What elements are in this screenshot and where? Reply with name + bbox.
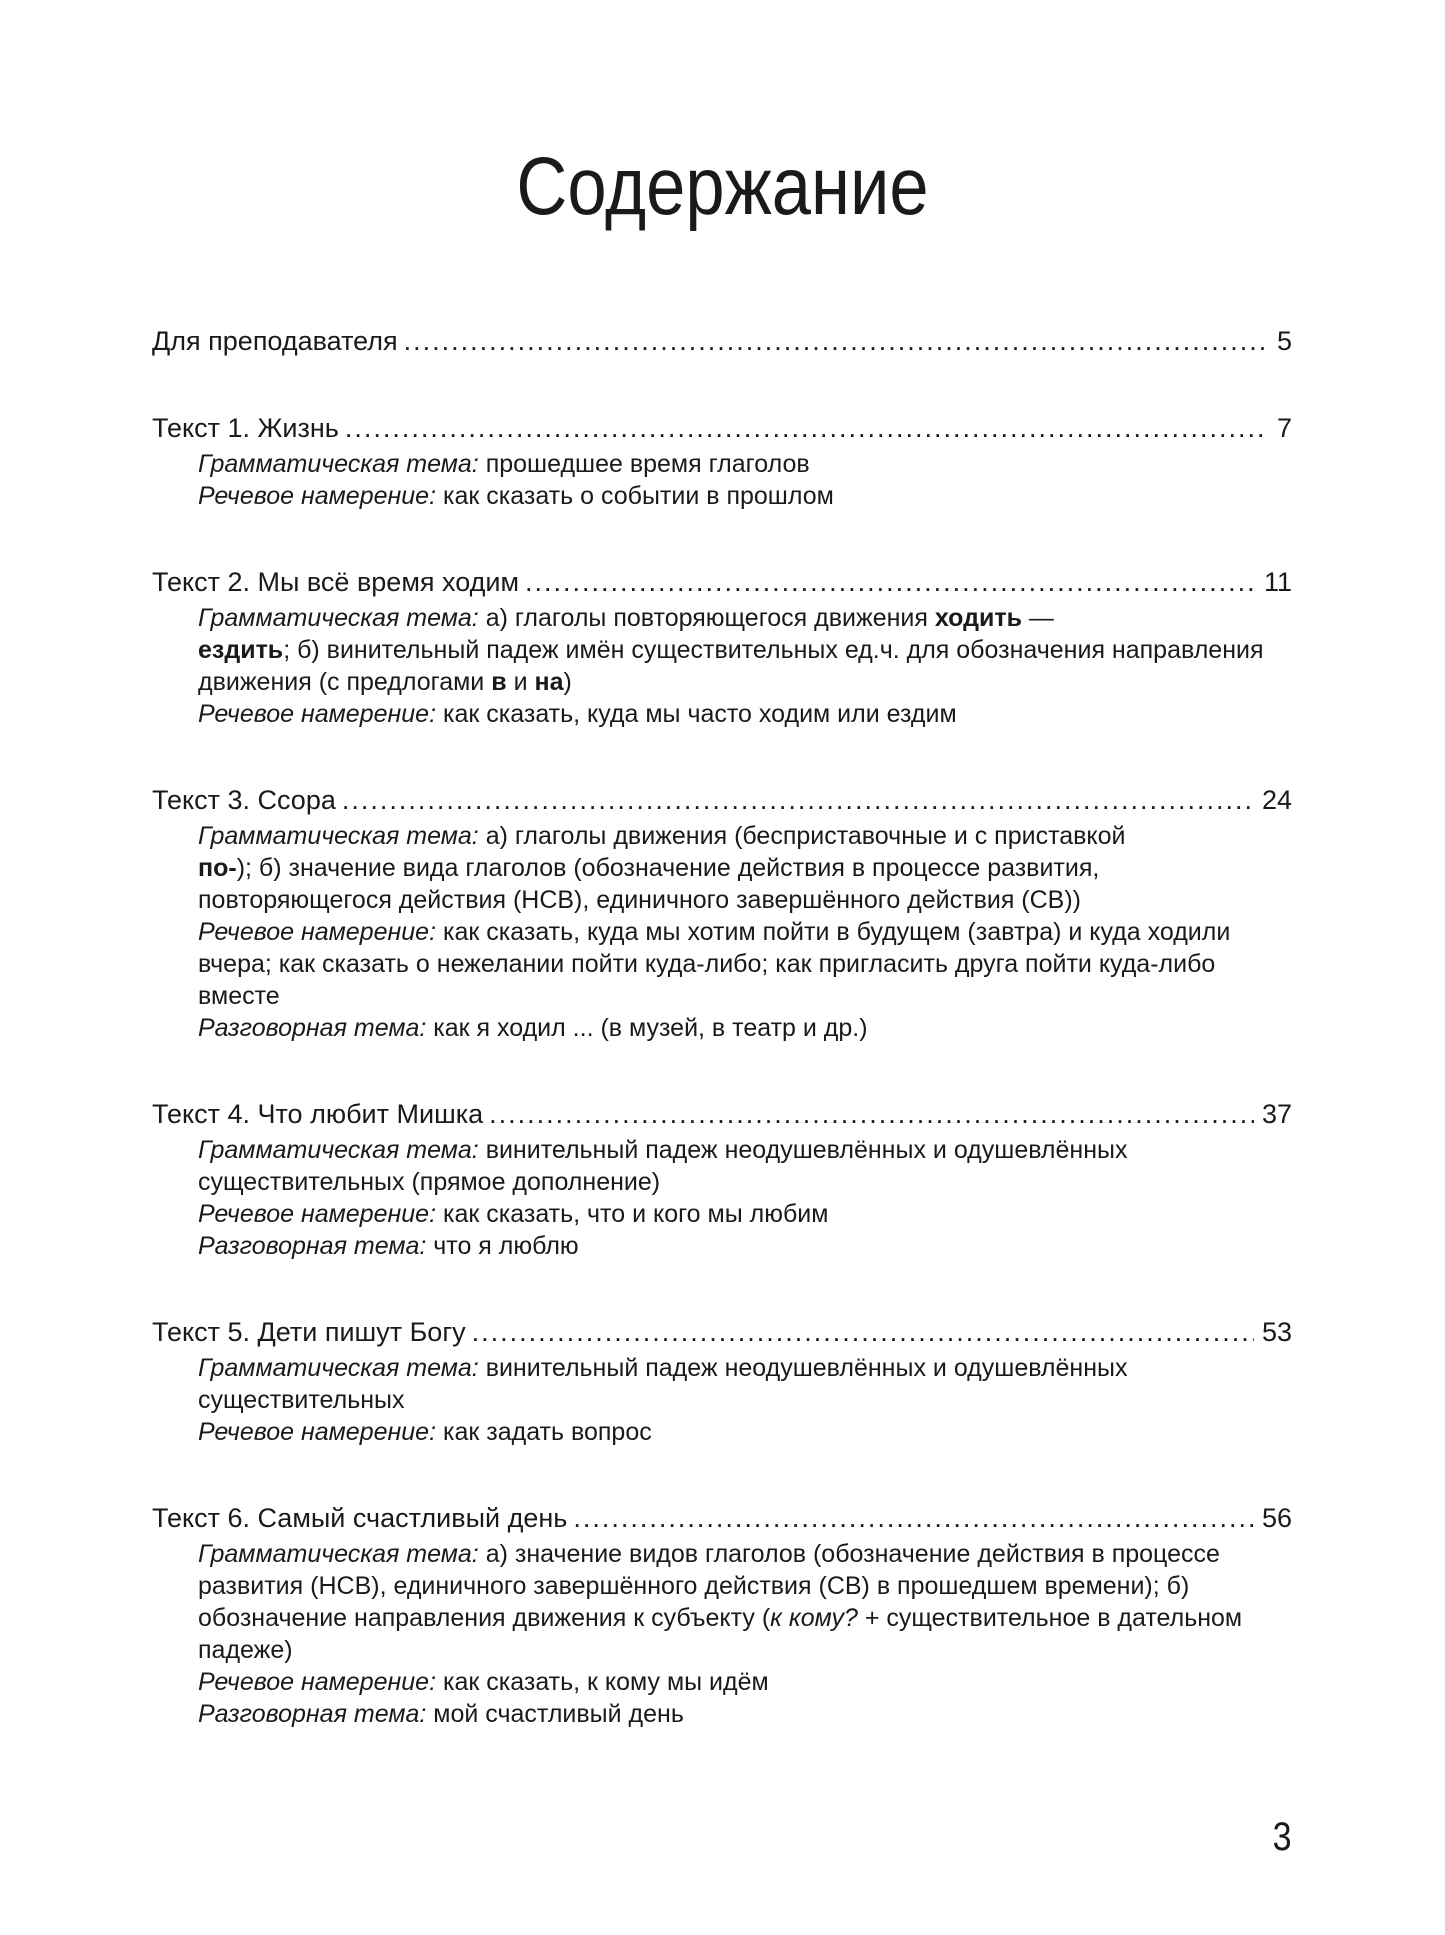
speech-text: как сказать о событии в прошлом bbox=[442, 482, 834, 510]
grammar-topic bbox=[198, 1352, 1292, 1416]
grammar-topic bbox=[198, 448, 1292, 480]
toc-entry-description bbox=[198, 820, 1292, 1044]
toc-entry-page: 24 bbox=[1261, 785, 1292, 815]
toc-entry-title: Текст 6. Самый счастливый день bbox=[152, 1503, 568, 1533]
dot-leader bbox=[489, 1098, 1254, 1131]
grammar-label: Грамматическая тема: bbox=[198, 822, 479, 850]
dot-leader bbox=[342, 784, 1254, 817]
speech-text: как задать вопрос bbox=[442, 1418, 652, 1446]
speech-label: Речевое намерение: bbox=[198, 482, 437, 510]
toc-entry-title: Текст 3. Ссора bbox=[152, 785, 336, 815]
dot-leader bbox=[472, 1316, 1254, 1349]
dot-leader bbox=[345, 412, 1264, 445]
speech-label: Речевое намерение: bbox=[198, 1200, 437, 1228]
toc-entry-text1 bbox=[152, 412, 1292, 512]
speech-intent bbox=[198, 698, 1292, 730]
speech-label: Речевое намерение: bbox=[198, 1668, 437, 1696]
toc-entry-page: 53 bbox=[1261, 1317, 1292, 1347]
grammar-text: а) глаголы повторяющегося движения bbox=[485, 604, 928, 632]
page-number: 3 bbox=[1272, 1815, 1292, 1859]
toc-entry-line[interactable] bbox=[152, 412, 1292, 445]
speech-text: как сказать, куда мы хотим пойти в будущем (завтра) и куда ходили вчера; как сказать о нежелании пойти куда-либо; как пригласить друга пойти куда-либо вместе bbox=[198, 918, 1231, 1010]
speech-label: Речевое намерение: bbox=[198, 700, 437, 728]
talk-text: как я ходил ... (в музей, в театр и др.) bbox=[433, 1014, 868, 1042]
toc-entry-intro bbox=[152, 325, 1292, 358]
talk-topic bbox=[198, 1230, 1292, 1262]
toc-entry-text3 bbox=[152, 784, 1292, 1044]
toc-entry-line[interactable] bbox=[152, 1502, 1292, 1535]
toc-entry-page: 37 bbox=[1261, 1099, 1292, 1129]
grammar-keyword: ездить bbox=[198, 636, 284, 664]
speech-intent bbox=[198, 1198, 1292, 1230]
talk-label: Разговорная тема: bbox=[198, 1700, 427, 1728]
dot-leader bbox=[573, 1502, 1254, 1535]
speech-label: Речевое намерение: bbox=[198, 918, 437, 946]
grammar-question: к кому? bbox=[770, 1604, 858, 1632]
toc-entry-text4 bbox=[152, 1098, 1292, 1262]
toc-entry-description bbox=[198, 1134, 1292, 1262]
speech-intent bbox=[198, 480, 1292, 512]
speech-intent bbox=[198, 1416, 1292, 1448]
toc-entry-description bbox=[198, 1352, 1292, 1448]
dot-leader bbox=[404, 325, 1264, 358]
grammar-topic bbox=[198, 602, 1292, 698]
talk-topic bbox=[198, 1698, 1292, 1730]
speech-label: Речевое намерение: bbox=[198, 1418, 437, 1446]
toc-entry-page: 56 bbox=[1261, 1503, 1292, 1533]
talk-text: что я люблю bbox=[433, 1232, 579, 1260]
talk-label: Разговорная тема: bbox=[198, 1014, 427, 1042]
grammar-keyword: в bbox=[491, 668, 507, 696]
toc-entry-title: Текст 5. Дети пишут Богу bbox=[152, 1317, 466, 1347]
grammar-keyword: на bbox=[534, 668, 564, 696]
toc-entry-line[interactable] bbox=[152, 1316, 1292, 1349]
toc-entry-text2 bbox=[152, 566, 1292, 730]
speech-text: как сказать, к кому мы идём bbox=[442, 1668, 769, 1696]
toc-entry-page: 11 bbox=[1263, 567, 1292, 597]
grammar-text: ) bbox=[563, 668, 572, 696]
grammar-keyword: по- bbox=[198, 854, 237, 882]
grammar-text: а) глаголы движения (бесприставочные и с приставкой bbox=[485, 822, 1126, 850]
toc-entry-text6 bbox=[152, 1502, 1292, 1730]
talk-topic bbox=[198, 1012, 1292, 1044]
grammar-text: прошедшее время глаголов bbox=[485, 450, 810, 478]
toc-entry-description bbox=[198, 602, 1292, 730]
toc-entry-title: Для преподавателя bbox=[152, 326, 398, 356]
toc-entry-line[interactable] bbox=[152, 325, 1292, 358]
toc-entry-title: Текст 4. Что любит Мишка bbox=[152, 1099, 484, 1129]
table-of-contents bbox=[152, 325, 1292, 1784]
grammar-text: + существительное в дательном падеже) bbox=[198, 1604, 1243, 1664]
page-title: Содержание bbox=[516, 141, 929, 232]
grammar-topic bbox=[198, 1538, 1292, 1666]
grammar-topic bbox=[198, 1134, 1292, 1198]
grammar-label: Грамматическая тема: bbox=[198, 1354, 479, 1382]
toc-entry-title: Текст 2. Мы всё время ходим bbox=[152, 567, 520, 597]
talk-text: мой счастливый день bbox=[433, 1700, 684, 1728]
speech-intent bbox=[198, 1666, 1292, 1698]
dot-leader bbox=[525, 566, 1256, 599]
grammar-keyword: ходить bbox=[934, 604, 1022, 632]
grammar-text: — bbox=[1028, 604, 1054, 632]
grammar-label: Грамматическая тема: bbox=[198, 450, 479, 478]
grammar-text: винительный падеж неодушевлённых и одушевлённых существительных (прямое дополнение) bbox=[198, 1136, 1128, 1196]
grammar-text: ; б) винительный падеж имён существительных ед.ч. для обозначения направления движения (с предлогами bbox=[198, 636, 1264, 696]
grammar-text: и bbox=[513, 668, 528, 696]
grammar-text: а) значение видов глаголов (обозначение действия в процессе развития (НСВ), единичного завершённого действия (СВ) в прошедшем времени); б) обозначение направления движения к субъекту ( bbox=[198, 1540, 1220, 1632]
toc-entry-line[interactable] bbox=[152, 1098, 1292, 1131]
toc-entry-page: 7 bbox=[1276, 413, 1292, 443]
toc-entry-description bbox=[198, 448, 1292, 512]
grammar-label: Грамматическая тема: bbox=[198, 604, 479, 632]
speech-intent bbox=[198, 916, 1292, 1012]
toc-entry-description bbox=[198, 1538, 1292, 1730]
grammar-topic bbox=[198, 820, 1292, 916]
toc-entry-text5 bbox=[152, 1316, 1292, 1448]
speech-text: как сказать, куда мы часто ходим или ездим bbox=[442, 700, 957, 728]
toc-entry-page: 5 bbox=[1276, 326, 1292, 356]
grammar-label: Грамматическая тема: bbox=[198, 1540, 479, 1568]
toc-entry-title: Текст 1. Жизнь bbox=[152, 413, 339, 443]
talk-label: Разговорная тема: bbox=[198, 1232, 427, 1260]
toc-entry-line[interactable] bbox=[152, 566, 1292, 599]
grammar-text: ); б) значение вида глаголов (обозначение действия в процессе развития, повторяющегося действия (НСВ), единичного завершённого действия (СВ)) bbox=[198, 854, 1100, 914]
toc-entry-line[interactable] bbox=[152, 784, 1292, 817]
grammar-text: винительный падеж неодушевлённых и одушевлённых существительных bbox=[198, 1354, 1128, 1414]
grammar-label: Грамматическая тема: bbox=[198, 1136, 479, 1164]
speech-text: как сказать, что и кого мы любим bbox=[442, 1200, 829, 1228]
